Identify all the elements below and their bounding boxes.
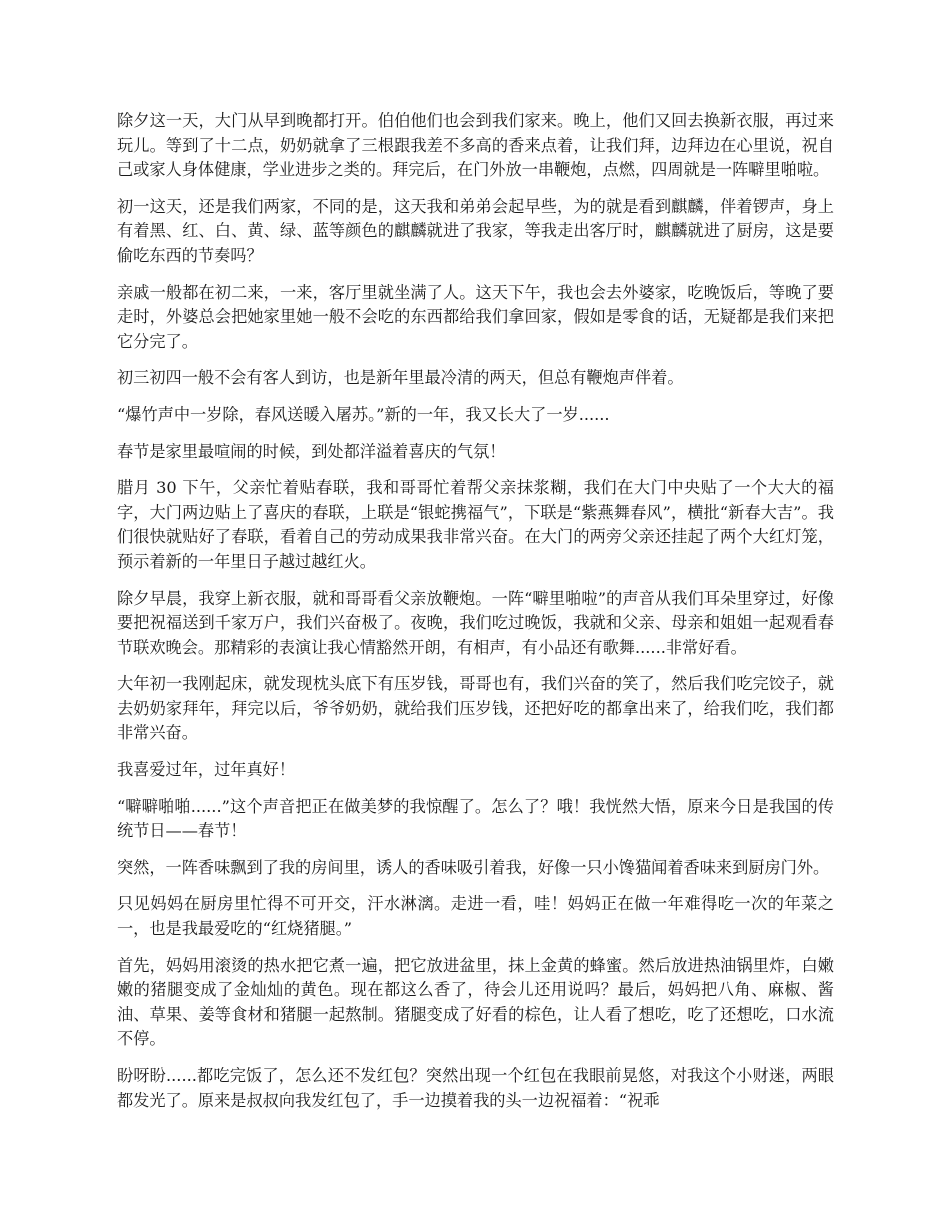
paragraph: 首先，妈妈用滚烫的热水把它煮一遍，把它放进盆里，抹上金黄的蜂蜜。然后放进热油锅里炸，白嫩嫩的猪腿变成了金灿灿的黄色。现在都这么香了，待会儿还用说吗？最后，妈妈把八角、麻椒、酱油、草果、姜等食材和猪腿一起熬制。猪腿变成了好看的棕色，让人看了想吃，吃了还想吃，口水流不停。 xyxy=(117,955,834,1049)
paragraph: 初一这天，还是我们两家，不同的是，这天我和弟弟会起早些，为的就是看到麒麟，伴着锣声，身上有着黑、红、白、黄、绿、蓝等颜色的麒麟就进了我家，等我走出客厅时，麒麟就进了厨房，这是要偷吃东西的节奏吗？ xyxy=(117,196,834,265)
paragraph: 大年初一我刚起床，就发现枕头底下有压岁钱，哥哥也有，我们兴奋的笑了，然后我们吃完饺子，就去奶奶家拜年，拜完以后，爷爷奶奶，就给我们压岁钱，还把好吃的都拿出来了，给我们吃，我们都非常兴奋。 xyxy=(117,674,834,743)
paragraph: 初三初四一般不会有客人到访，也是新年里最冷清的两天，但总有鞭炮声伴着。 xyxy=(117,368,684,388)
paragraph: 腊月 30 下午，父亲忙着贴春联，我和哥哥忙着帮父亲抹浆糊，我们在大门中央贴了一个大大的福字，大门两边贴上了喜庆的春联，上联是“银蛇携福气”，下联是“紫燕舞春风”，横批“新春大吉”。我们很快就贴好了春联，看着自己的劳动成果我非常兴奋。在大门的两旁父亲还挂起了两个大红灯笼，预示着新的一年里日子越过越红火。 xyxy=(117,478,834,571)
paragraph: 春节是家里最喧闹的时候，到处都洋溢着喜庆的气氛！ xyxy=(117,441,506,461)
paragraph: 突然，一阵香味飘到了我的房间里，诱人的香味吸引着我，好像一只小馋猫闻着香味来到厨房门外。 xyxy=(117,857,830,877)
paragraph: 只见妈妈在厨房里忙得不可开交，汗水淋漓。走进一看，哇！妈妈正在做一年难得吃一次的年菜之一，也是我最爱吃的“红烧猪腿。” xyxy=(117,894,834,939)
paragraph: 我喜爱过年，过年真好！ xyxy=(117,760,296,780)
paragraph: 除夕早晨，我穿上新衣服，就和哥哥看父亲放鞭炮。一阵“噼里啪啦”的声音从我们耳朵里穿过，好像要把祝福送到千家万户，我们兴奋极了。夜晚，我们吃过晚饭，我就和父亲、母亲和姐姐一起观看春节联欢晚会。那精彩的表演让我心情豁然开朗，有相声，有小品还有歌舞......非常好看。 xyxy=(117,588,834,657)
paragraph: “噼噼啪啪......”这个声音把正在做美梦的我惊醒了。怎么了？哦！我恍然大悟，原来今日是我国的传统节日——春节！ xyxy=(117,796,834,841)
paragraph: 亲戚一般都在初二来，一来，客厅里就坐满了人。这天下午，我也会去外婆家，吃晚饭后，等晚了要走时，外婆总会把她家里她一般不会吃的东西都给我们拿回家，假如是零食的话，无疑都是我们来把它分完了。 xyxy=(117,282,834,351)
paragraph: “爆竹声中一岁除，春风送暖入屠苏。”新的一年，我又长大了一岁...... xyxy=(117,404,610,424)
paragraph: 盼呀盼......都吃完饭了，怎么还不发红包？突然出现一个红包在我眼前晃悠，对我这个小财迷，两眼都发光了。原来是叔叔向我发红包了，手一边摸着我的头一边祝福着：“祝乖 xyxy=(117,1066,834,1110)
article-body xyxy=(117,109,834,1125)
paragraph: 除夕这一天，大门从早到晚都打开。伯伯他们也会到我们家来。晚上，他们又回去换新衣服，再过来玩儿。等到了十二点，奶奶就拿了三根跟我差不多高的香来点着，让我们拜，边拜边在心里说，祝自己或家人身体健康，学业进步之类的。拜完后，在门外放一串鞭炮，点燃，四周就是一阵噼里啪啦。 xyxy=(117,111,834,180)
